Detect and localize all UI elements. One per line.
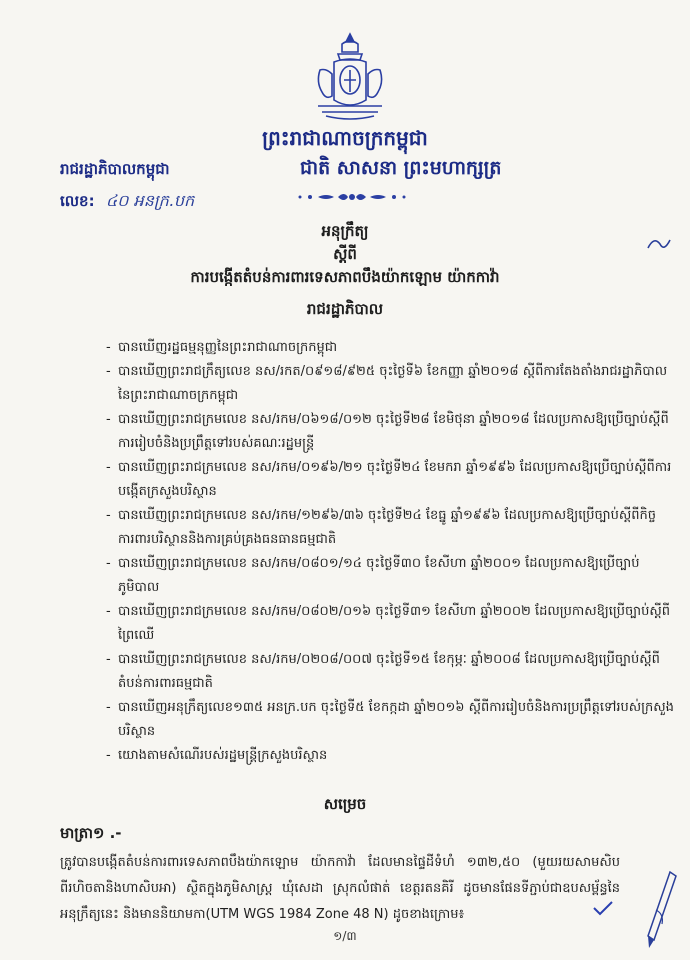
premise-item: - បានឃើញព្រះរាជក្រមលេខ នស/រកម/០៨០១/១៤ ចុះថ្ងៃទី៣០ ខែសីហា ឆ្នាំ២០០១ ដែលប្រកាសឱ្យប្រើច្បាប់ភូមិបាល [106,552,676,600]
premise-item: - បានឃើញព្រះរាជក្រមលេខ នស/រកម/០៨០២/០១៦ ចុះថ្ងៃទី៣១ ខែសីហា ឆ្នាំ២០០២ ដែលប្រកាសឱ្យប្រើច្បាប់ស្តីពីព្រៃឈើ [106,600,676,648]
page-number: ១/៣ [333,929,357,943]
ornament-divider-icon [288,190,416,204]
article-label: មាត្រា១ .- [60,824,122,842]
government-name: រាជរដ្ឋាភិបាលកម្ពុជា [60,160,170,178]
premise-item: - យោងតាមសំណើរបស់រដ្ឋមន្ត្រីក្រសួងបរិស្ថាន [106,744,676,768]
government-heading: រាជរដ្ឋាភិបាល [306,300,384,318]
reference-line [60,190,194,214]
decree-about: ស្តីពី [333,245,357,263]
premises-list [106,336,676,768]
reference-number: ៤០ អនក្រ.បក [105,191,195,210]
premise-item: - បានឃើញព្រះរាជក្រឹត្យលេខ នស/រកត/០៩១៨/៩២៥ ចុះថ្ងៃទី៦ ខែកញ្ញា ឆ្នាំ២០១៨ ស្តីពីការតែងតាំងរាជរដ្ឋាភិបាលនៃព្រះរាជាណាចក្រកម្ពុជា [106,360,676,408]
check-mark-icon [592,900,614,916]
decree-type: អនុក្រឹត្យ [321,222,369,240]
premise-item: - បានឃើញព្រះរាជក្រមលេខ នស/រកម/០២០៨/០០៧ ចុះថ្ងៃទី១៥ ខែកុម្ភៈ ឆ្នាំ២០០៨ ដែលប្រកាសឱ្យប្រើច្បាប់ស្តីពីតំបន់ការពារធម្មជាតិ [106,648,676,696]
national-motto: ជាតិ សាសនា ព្រះមហាក្សត្រ [300,157,502,179]
premise-item: - បានឃើញអនុក្រឹត្យលេខ១៣៥ អនក្រ.បក ចុះថ្ងៃទី៥ ខែកក្កដា ឆ្នាំ២០១៦ ស្តីពីការរៀបចំនិងការប្រព្រឹត្តទៅរបស់ក្រសួងបរិស្ថាន [106,696,676,744]
premise-item: - បានឃើញព្រះរាជក្រមលេខ នស/រកម/១២៩៦/៣៦ ចុះថ្ងៃទី២៤ ខែធ្នូ ឆ្នាំ១៩៩៦ ដែលប្រកាសឱ្យប្រើច្បាប់ស្តីពីកិច្ចការពារបរិស្ថាននិងការគ្រប់គ្រងធនធានធម្មជាតិ [106,504,676,552]
decree-subject: ការបង្កើតតំបន់ការពារទេសភាពបឹងយ៉ាកឡោម យ៉ាកកាវ៉ា [190,268,500,286]
decision-heading: សម្រេច [323,795,367,813]
kingdom-title: ព្រះរាជាណាចក្រកម្ពុជា [262,126,428,150]
reference-label: លេខ: [60,192,95,210]
article-body: ត្រូវបានបង្កើតតំបន់ការពារទេសភាពបឹងយ៉ាកឡោម យ៉ាកកាវ៉ា ដែលមានផ្ទៃដីទំហំ ១៣២,៥០ (មួយរយសាមសិបពីរហិចតានិងហាសិបអា) ស្ថិតក្នុងភូមិសាស្ត្រ ឃុំសេដា ស្រុកលំផាត់ ខេត្តរតនគិរី ដូចមានផែនទីភ្ជាប់ជាឧបសម្ព័ន្ធនៃអនុក្រឹត្យនេះ និងមាននិយាមកា(UTM WGS 1984 Zone 48 N) ដូចខាងក្រោម៖ [60,855,620,922]
premise-item: - បានឃើញព្រះរាជក្រមលេខ នស/រកម/០៦១៨/០១២ ចុះថ្ងៃទី២៨ ខែមិថុនា ឆ្នាំ២០១៨ ដែលប្រកាសឱ្យប្រើច្បាប់ស្តីពីការរៀបចំនិងប្រព្រឹត្តទៅរបស់គណៈរដ្ឋមន្ត្រី [106,408,676,456]
premise-item: - បានឃើញរដ្ឋធម្មនុញ្ញនៃព្រះរាជាណាចក្រកម្ពុជា [106,336,676,360]
premise-item: - បានឃើញព្រះរាជក្រមលេខ នស/រកម/០១៩៦/២១ ចុះថ្ងៃទី២៤ ខែមករា ឆ្នាំ១៩៩៦ ដែលប្រកាសឱ្យប្រើច្បាប់ស្តីពីការបង្កើតក្រសួងបរិស្ថាន [106,456,676,504]
coat-of-arms-icon [312,30,388,122]
